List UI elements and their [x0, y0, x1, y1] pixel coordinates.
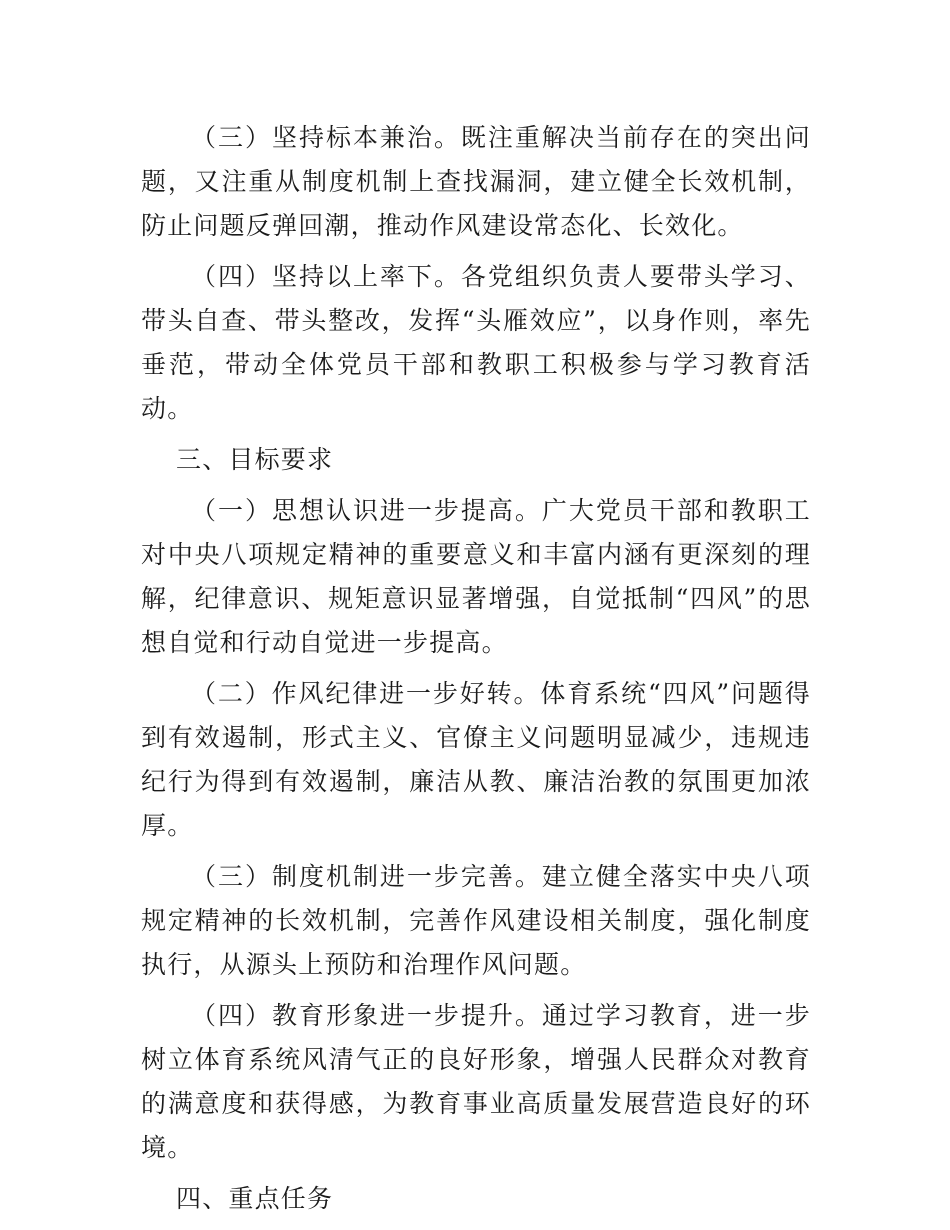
paragraph-goal-3: （三）制度机制进一步完善。建立健全落实中央八项规定精神的长效机制，完善作风建设相关制度，强化制度执行，从源头上预防和治理作风问题。	[141, 862, 811, 979]
section-heading-tasks: 四、重点任务	[176, 1184, 334, 1213]
paragraph-goal-2: （二）作风纪律进一步好转。体育系统“四风”问题得到有效遏制，形式主义、官僚主义问题明显减少，违规违纪行为得到有效遏制，廉洁从教、廉洁治教的氛围更加浓厚。	[141, 679, 811, 840]
paragraph-principle-3: （三）坚持标本兼治。既注重解决当前存在的突出问题，又注重从制度机制上查找漏洞，建立健全长效机制，防止问题反弹回潮，推动作风建设常态化、长效化。	[141, 123, 811, 240]
paragraph-principle-4: （四）坚持以上率下。各党组织负责人要带头学习、带头自查、带头整改，发挥“头雁效应”，以身作则，率先垂范，带动全体党员干部和教职工积极参与学习教育活动。	[141, 262, 811, 423]
paragraph-goal-4: （四）教育形象进一步提升。通过学习教育，进一步树立体育系统风清气正的良好形象，增强人民群众对教育的满意度和获得感，为教育事业高质量发展营造良好的环境。	[141, 1001, 811, 1162]
section-heading-goals: 三、目标要求	[176, 445, 334, 474]
paragraph-goal-1: （一）思想认识进一步提高。广大党员干部和教职工对中央八项规定精神的重要意义和丰富内涵有更深刻的理解，纪律意识、规矩意识显著增强，自觉抵制“四风”的思想自觉和行动自觉进一步提高。	[141, 496, 811, 657]
document-body	[141, 116, 811, 1228]
